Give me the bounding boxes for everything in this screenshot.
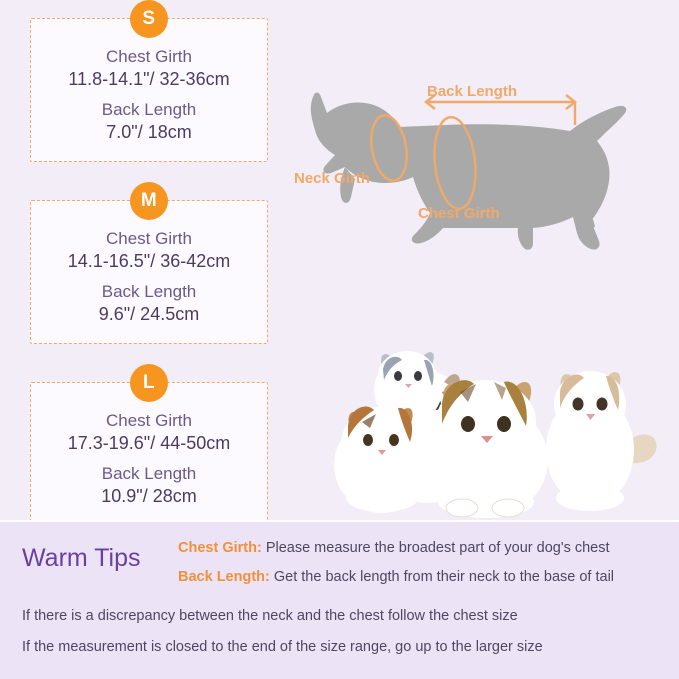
tip-sep-chest-girth: : — [256, 540, 266, 556]
warm-tips-section — [0, 520, 679, 679]
chest-girth-label-m: Chest Girth — [106, 229, 192, 248]
kittens-photo — [290, 330, 679, 520]
tip-text-chest-girth: Please measure the broadest part of your dog's chest — [265, 540, 610, 556]
tip-key-back-length: Back Length — [178, 569, 266, 585]
kittens-illustration-icon — [290, 330, 679, 520]
chest-girth-label-s: Chest Girth — [106, 47, 192, 66]
size-card-l — [30, 372, 268, 526]
back-length-label-s: Back Length — [101, 100, 197, 119]
size-badge-l: L — [130, 364, 168, 402]
size-badge-m: M — [130, 182, 168, 220]
size-card-m — [30, 190, 268, 344]
tip-note-size-range: If the measurement is closed to the end of the size range, go up to the larger size — [22, 639, 543, 655]
tip-row-chest-girth — [178, 540, 610, 556]
neck-girth-diagram-label: Neck Girth — [294, 170, 370, 187]
back-length-label-m: Back Length — [101, 282, 197, 301]
back-length-value-s: 7.0"/ 18cm — [106, 122, 192, 142]
tip-key-chest-girth: Chest Girth — [178, 540, 257, 556]
warm-tips-title: Warm Tips — [22, 544, 141, 572]
chest-girth-value-s: 11.8-14.1"/ 32-36cm — [68, 69, 230, 89]
tip-note-discrepancy: If there is a discrepancy between the neck and the chest follow the chest size — [22, 608, 518, 624]
tip-sep-back-length: : — [265, 569, 274, 585]
chest-girth-value-l: 17.3-19.6"/ 44-50cm — [67, 433, 231, 453]
size-card-list — [30, 8, 268, 564]
measurement-diagram — [285, 45, 670, 275]
tip-text-back-length: Get the back length from their neck to the base of tail — [273, 569, 615, 585]
back-length-value-m: 9.6"/ 24.5cm — [98, 304, 200, 324]
back-length-value-l: 10.9"/ 28cm — [101, 486, 197, 506]
back-length-label-l: Back Length — [101, 464, 197, 483]
size-card-s — [30, 8, 268, 162]
tip-row-back-length — [178, 569, 614, 585]
chest-girth-value-m: 14.1-16.5"/ 36-42cm — [67, 251, 231, 271]
size-badge-s: S — [130, 0, 168, 38]
back-length-diagram-label: Back Length — [427, 83, 518, 100]
cat-silhouette-icon — [285, 45, 670, 275]
chest-girth-label-l: Chest Girth — [106, 411, 192, 430]
chest-girth-diagram-label: Chest Girth — [418, 205, 500, 222]
